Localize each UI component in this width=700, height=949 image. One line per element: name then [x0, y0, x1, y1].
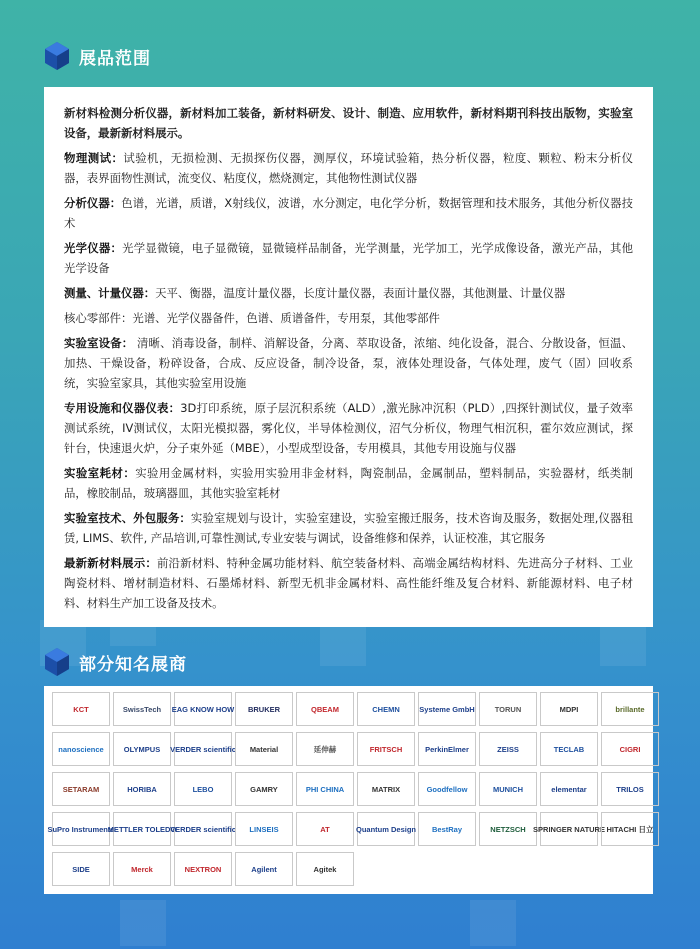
section-title: 展品范围 [79, 48, 151, 69]
category-paragraph [64, 283, 633, 303]
exhibitor-logo: LEBO [174, 772, 232, 806]
exhibitor-logo: TECLAB [540, 732, 598, 766]
exhibitor-logo: NEXTRON [174, 852, 232, 886]
exhibitor-logo: TORUN [479, 692, 537, 726]
category-text: 色谱，光谱，质谱，X射线仪，波谱，水分测定，电化学分析，数据管理和技术服务，其他分析仪器技术 [64, 196, 633, 230]
category-label: 物理测试： [64, 151, 124, 165]
category-paragraph [64, 463, 633, 503]
category-label: 最新新材料展示： [64, 556, 157, 570]
exhibitor-logo: Merck [113, 852, 171, 886]
exhibitor-logo: TRILOS [601, 772, 659, 806]
exhibitor-logo: SPRINGER NATURE [540, 812, 598, 846]
category-paragraph [64, 238, 633, 278]
exhibitor-logo: HITACHI 日立 [601, 812, 659, 846]
exhibitor-logo: CHEMN [357, 692, 415, 726]
category-text: 3D打印系统，原子层沉积系统（ALD）,激光脉冲沉积（PLD）,四探针测试仪，量子效率测试系统，IV测试仪，太阳光模拟器，雾化仪，半导体检测仪，沼气分析仪，物理气相沉积，霍尔效应测试，探针台，快速退火炉，分子束外延（MBE），小型成型设备，专用模具，其他专用设施与仪器 [64, 401, 633, 455]
category-text: 清晰、消毒设备，制样、消解设备，分离、萃取设备，浓缩、纯化设备，混合、分散设备，恒温、加热、干燥设备，粉碎设备，合成、反应设备，制冷设备，泵，液体处理设备，气体处理，废气（固）回收系统，实验室家具，其他实验室用设施 [64, 336, 633, 390]
exhibitor-logo: NETZSCH [479, 812, 537, 846]
exhibitor-logo: KCT [52, 692, 110, 726]
exhibitor-logo: OLYMPUS [113, 732, 171, 766]
exhibitor-logo: PHI CHINA [296, 772, 354, 806]
exhibitor-logo: MDPI [540, 692, 598, 726]
exhibitor-logo: SuPro Instruments [52, 812, 110, 846]
exhibitor-logo: Systeme GmbH [418, 692, 476, 726]
exhibitor-logo: 延伸赫 [296, 732, 354, 766]
exhibitor-logo: MUNICH [479, 772, 537, 806]
section-header-exhibitors [44, 647, 187, 677]
cube-icon [44, 41, 70, 71]
category-text: 光学显微镜，电子显微镜，显微镜样品制备，光学测量，光学加工，光学成像设备，激光产品，其他光学设备 [64, 241, 633, 275]
category-label: 测量、计量仪器： [64, 286, 156, 300]
category-text: 前沿新材料、特种金属功能材料、航空装备材料、高端金属结构材料、先进高分子材料、工业陶瓷材料、增材制造材料、石墨烯材料、新型无机非金属材料、高性能纤维及复合材料、新能源材料、电子材料、材料生产加工设备及技术。 [64, 556, 633, 610]
category-list [64, 148, 633, 613]
category-label: 实验室设备： [64, 336, 134, 350]
category-paragraph [64, 508, 633, 548]
category-paragraph [64, 333, 633, 393]
category-paragraph [64, 193, 633, 233]
exhibitor-logo: VERDER scientific [174, 732, 232, 766]
intro-paragraph: 新材料检测分析仪器，新材料加工装备，新材料研发、设计、制造、应用软件，新材料期刊科技出版物，实验室设备，最新新材料展示。 [64, 106, 633, 140]
exhibitor-logo-panel [44, 686, 653, 894]
exhibitor-logo: BRUKER [235, 692, 293, 726]
exhibitor-logo: GAMRY [235, 772, 293, 806]
exhibitor-logo: SwissTech [113, 692, 171, 726]
exhibitor-logo: EAG KNOW HOW [174, 692, 232, 726]
category-paragraph [64, 553, 633, 613]
exhibitor-logo: nanoscience [52, 732, 110, 766]
exhibitor-logo: Agitek [296, 852, 354, 886]
logo-grid [47, 692, 654, 886]
exhibitor-logo: PerkinElmer [418, 732, 476, 766]
exhibitor-logo: brillante [601, 692, 659, 726]
bg-cube [120, 900, 166, 946]
category-label: 实验室耗材： [64, 466, 136, 480]
exhibitor-logo: MATRIX [357, 772, 415, 806]
exhibitor-logo: HORIBA [113, 772, 171, 806]
category-label: 分析仪器： [64, 196, 122, 210]
category-label: 光学仪器： [64, 241, 123, 255]
exhibitor-logo: VERDER scientific [174, 812, 232, 846]
section-title: 部分知名展商 [79, 654, 187, 675]
cube-icon [44, 647, 70, 677]
section-header-exhibits [44, 41, 151, 71]
exhibitor-logo: BestRay [418, 812, 476, 846]
category-paragraph [64, 308, 633, 328]
exhibitor-logo: METTLER TOLEDO [113, 812, 171, 846]
category-paragraph [64, 148, 633, 188]
category-text: 试验机，无损检测、无损探伤仪器，测厚仪，环境试验箱，热分析仪器，粒度、颗粒、粉末分析仪器，表界面物性测试，流变仪、粘度仪，燃烧测定，其他物性测试仪器 [64, 151, 633, 185]
exhibitor-logo: ZEISS [479, 732, 537, 766]
exhibitor-logo: Goodfellow [418, 772, 476, 806]
exhibitor-logo: AT [296, 812, 354, 846]
category-label: 实验室技术、外包服务： [64, 511, 191, 525]
exhibits-card [44, 87, 653, 627]
exhibitor-logo: Agilent [235, 852, 293, 886]
exhibitor-logo: elementar [540, 772, 598, 806]
category-text: 核心零部件：光谱、光学仪器备件，色谱、质谱备件，专用泵，其他零部件 [64, 311, 440, 325]
exhibitor-logo: FRITSCH [357, 732, 415, 766]
category-text: 天平、衡器，温度计量仪器，长度计量仪器，表面计量仪器，其他测量、计量仪器 [155, 286, 566, 300]
exhibitor-logo: QBEAM [296, 692, 354, 726]
exhibitor-logo: SIDE [52, 852, 110, 886]
exhibitor-logo: Material [235, 732, 293, 766]
exhibitor-logo: Quantum Design [357, 812, 415, 846]
exhibitor-logo: LINSEIS [235, 812, 293, 846]
category-label: 专用设施和仪器仪表： [64, 401, 181, 415]
bg-cube [470, 900, 516, 946]
exhibitor-logo: SETARAM [52, 772, 110, 806]
category-paragraph [64, 398, 633, 458]
exhibitor-logo: CIGRI [601, 732, 659, 766]
category-text: 实验用金属材料，实验用实验用非金材料，陶瓷制品，金属制品，塑料制品，实验器材，纸类制品，橡胶制品，玻璃器皿，其他实验室耗材 [64, 466, 633, 500]
category-text: 实验室规划与设计，实验室建设，实验室搬迁服务，技术咨询及服务，数据处理,仪器租赁, LIMS、软件, 产品培训,可靠性测试,专业安装与调试，设备维修和保养，认证校准，其它服务 [64, 511, 633, 545]
